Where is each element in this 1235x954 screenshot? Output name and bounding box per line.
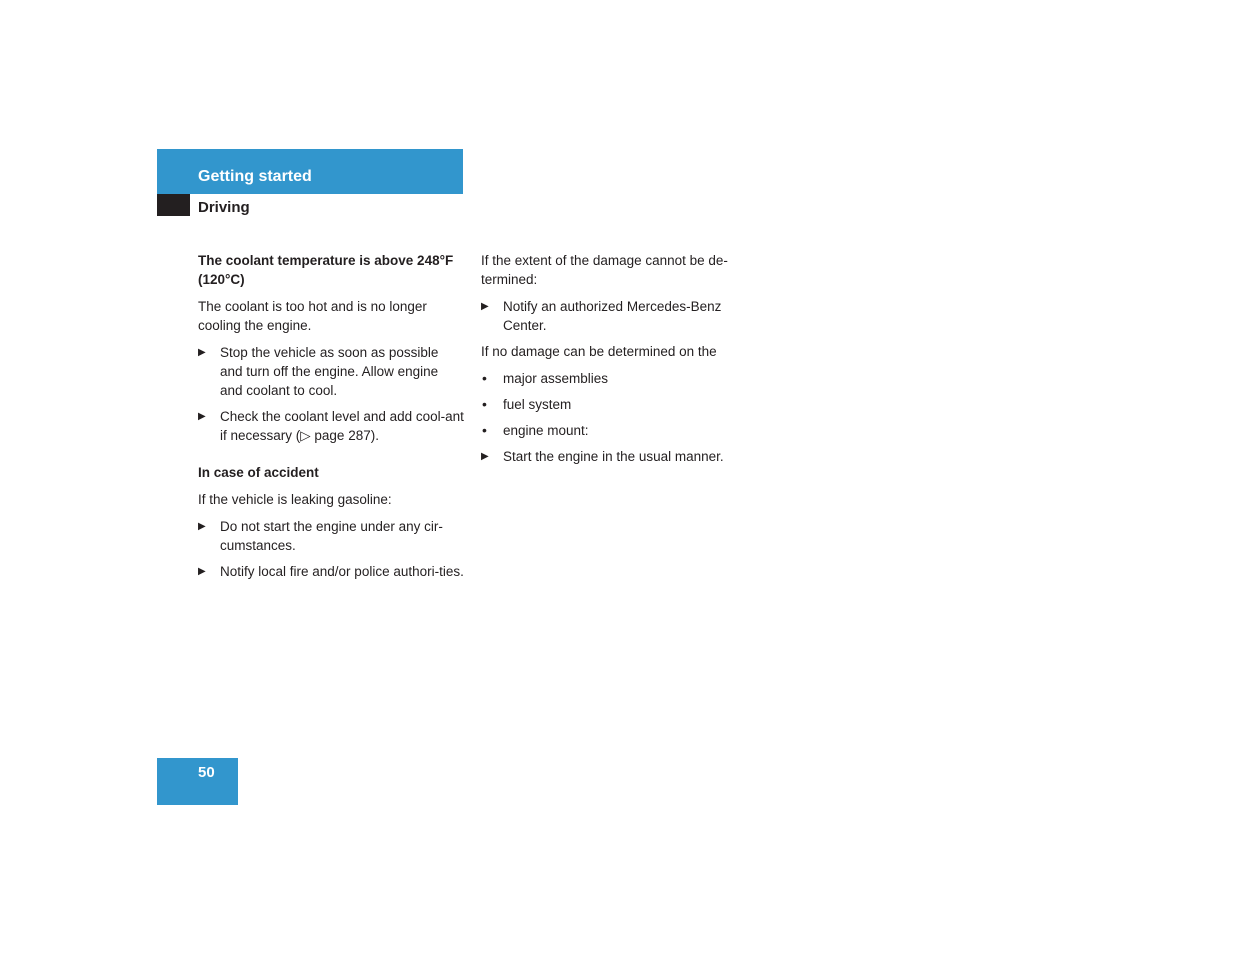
no-damage-intro: If no damage can be determined on the [481,344,717,359]
arrow-bullet-icon: ▶ [481,301,489,312]
left-column [198,251,464,588]
coolant-heading: The coolant temperature is above 248°F (120°C) [198,253,454,287]
subsection-title: Driving [198,199,250,216]
dot-bullet-icon: • [482,422,487,438]
accident-intro: If the vehicle is leaking gasoline: [198,492,392,507]
step-text: Start the engine in the usual manner. [503,449,724,464]
step-item [481,297,749,335]
step-item [198,407,464,445]
list-item-text: fuel system [503,397,572,412]
list-item [481,395,749,414]
subsection-marker [157,194,190,216]
arrow-bullet-icon: ▶ [198,566,206,577]
right-column [481,251,749,473]
arrow-bullet-icon: ▶ [198,521,206,532]
arrow-bullet-icon: ▶ [481,451,489,462]
step-item [198,343,464,400]
damage-intro: If the extent of the damage cannot be de-termined: [481,253,728,287]
list-item [481,369,749,388]
step-item [198,562,464,581]
list-item [481,421,749,440]
step-text: Stop the vehicle as soon as possible and turn off the engine. Allow engine and coolant to cool. [220,345,439,398]
step-text: Check the coolant level and add cool-ant if necessary (▷ page 287). [220,409,464,443]
step-text: Notify local fire and/or police authori-ties. [220,564,464,579]
page-number: 50 [198,764,215,781]
step-text: Do not start the engine under any cir-cumstances. [220,519,443,553]
section-title: Getting started [198,168,312,185]
arrow-bullet-icon: ▶ [198,411,206,422]
step-item [481,447,749,466]
dot-bullet-icon: • [482,396,487,412]
arrow-bullet-icon: ▶ [198,347,206,358]
step-text: Notify an authorized Mercedes-Benz Center. [503,299,722,333]
list-item-text: engine mount: [503,423,589,438]
coolant-intro: The coolant is too hot and is no longer cooling the engine. [198,299,427,333]
step-item [198,517,464,555]
dot-bullet-icon: • [482,370,487,386]
accident-heading: In case of accident [198,465,319,480]
list-item-text: major assemblies [503,371,609,386]
